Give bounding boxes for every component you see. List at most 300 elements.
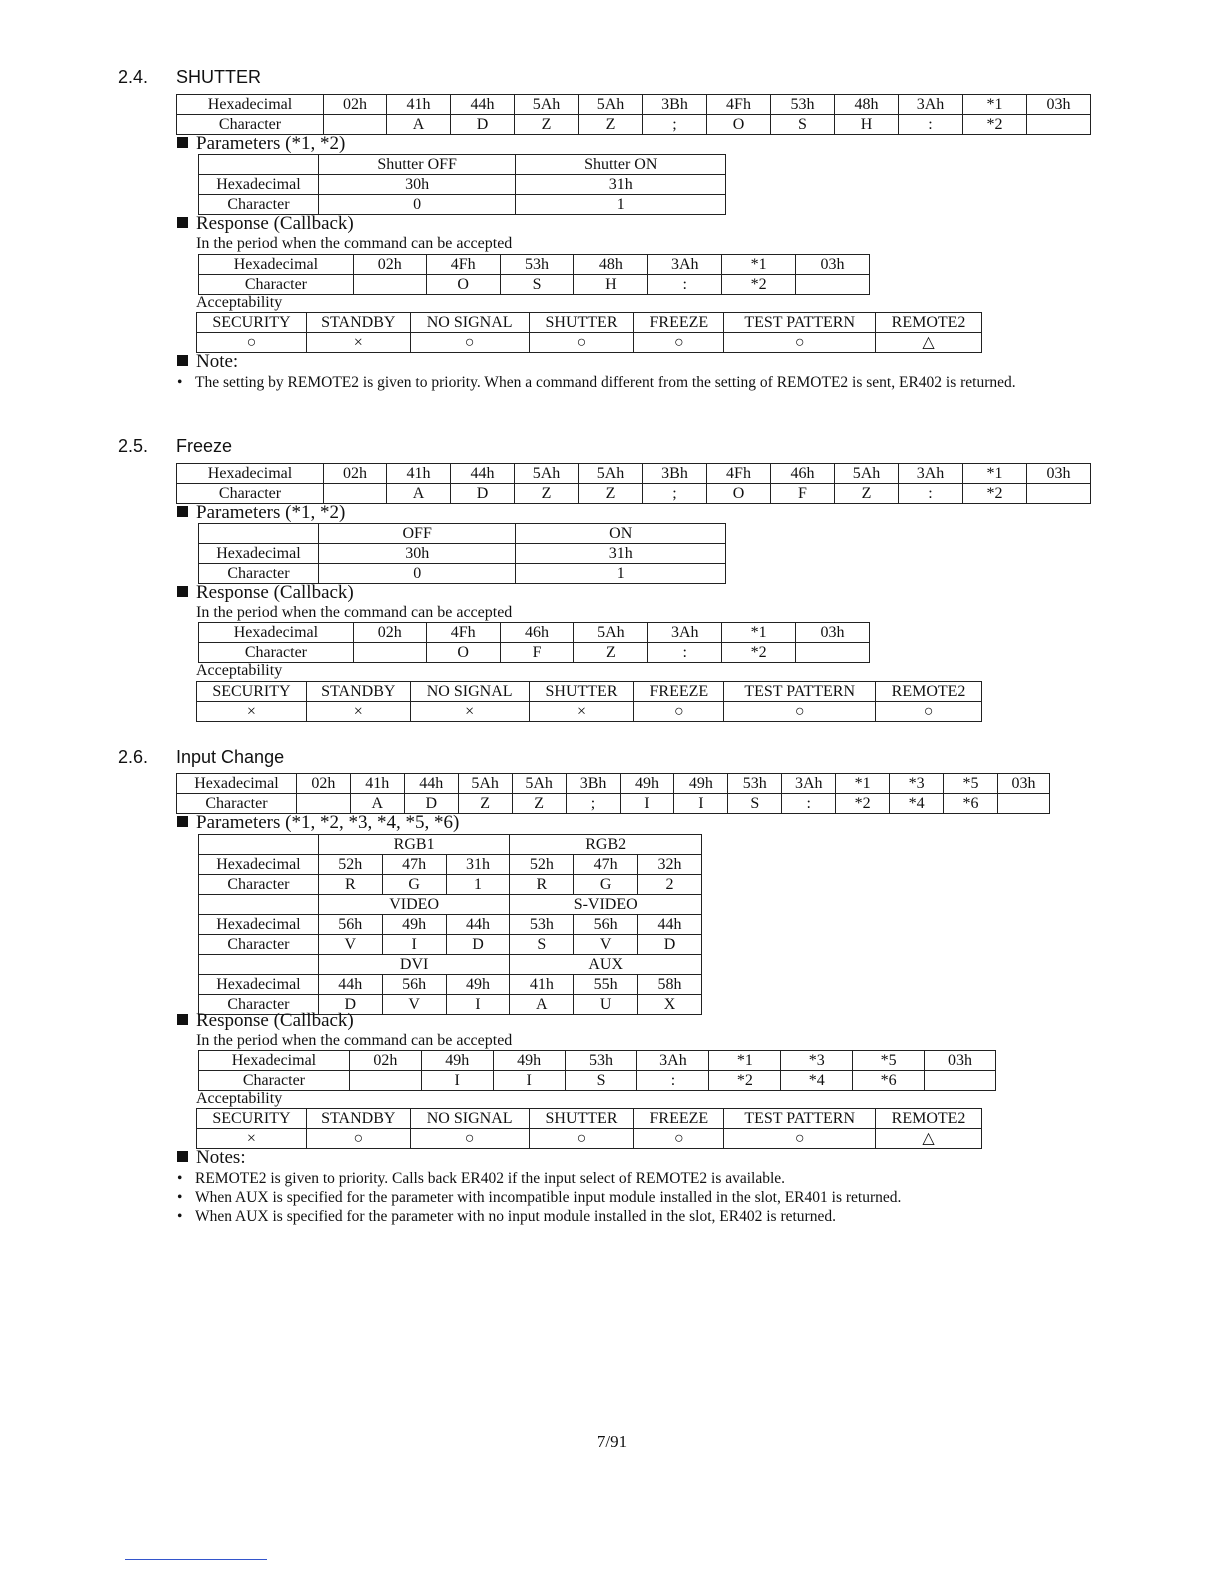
input-change-response-table	[198, 1050, 996, 1091]
cell-blank	[199, 155, 319, 175]
shutter-parameters-table	[198, 154, 726, 215]
cell: :	[637, 1071, 709, 1091]
freeze-parameters-table	[198, 523, 726, 584]
acc-value: ○	[876, 702, 982, 722]
cell: *4	[781, 1071, 853, 1091]
cell: 5Ah	[515, 95, 579, 115]
cell: *1	[836, 774, 890, 794]
cell: 3Ah	[637, 1051, 709, 1071]
acc-head: STANDBY	[306, 1109, 410, 1129]
cell: D	[404, 794, 458, 814]
cell: F	[500, 643, 574, 663]
section-heading-shutter	[118, 67, 261, 88]
cell-hex-label: Hexadecimal	[199, 255, 354, 275]
cell-hex-label: Hexadecimal	[199, 915, 319, 935]
cell: 5Ah	[579, 464, 643, 484]
acc-head: REMOTE2	[876, 682, 982, 702]
acc-value: ○	[724, 702, 876, 722]
cell: 44h	[638, 915, 702, 935]
square-bullet-icon	[177, 137, 188, 148]
cell: ;	[566, 794, 620, 814]
cell-char-label: Character	[177, 115, 324, 135]
cell-char-label: Character	[199, 195, 319, 215]
parameters-heading	[177, 134, 345, 154]
cell: 53h	[500, 255, 574, 275]
response-heading	[177, 583, 354, 603]
cell: G	[382, 875, 446, 895]
cell: *1	[722, 255, 796, 275]
acc-value: ○	[410, 1129, 529, 1149]
cell: 30h	[318, 544, 516, 564]
cell: V	[318, 935, 382, 955]
acc-value: ○	[306, 1129, 410, 1149]
cell: 03h	[796, 623, 870, 643]
cell: 44h	[404, 774, 458, 794]
cell: 31h	[516, 544, 726, 564]
cell: S	[771, 115, 835, 135]
acc-head: SHUTTER	[529, 1109, 634, 1129]
dot-bullet-icon: •	[177, 1170, 183, 1187]
cell-blank	[199, 955, 319, 975]
cell-hex-label: Hexadecimal	[199, 175, 319, 195]
cell: 2	[638, 875, 702, 895]
freeze-command-table	[176, 463, 1091, 504]
cell: 52h	[318, 855, 382, 875]
acc-value: ×	[410, 702, 529, 722]
response-title: Response (Callback)	[196, 1010, 354, 1031]
cell: Z	[512, 794, 566, 814]
cell: *6	[853, 1071, 925, 1091]
cell: 03h	[1027, 464, 1091, 484]
cell: 4Fh	[707, 464, 771, 484]
acc-value: △	[876, 333, 982, 353]
cell: *1	[963, 95, 1027, 115]
cell: 44h	[446, 915, 510, 935]
cell: 3Ah	[648, 255, 722, 275]
acc-value: ○	[529, 333, 634, 353]
cell: Z	[579, 484, 643, 504]
cell	[925, 1071, 996, 1091]
cell: 02h	[296, 774, 350, 794]
cell: *1	[963, 464, 1027, 484]
response-period-label: In the period when the command can be accepted	[196, 235, 513, 252]
note-heading	[177, 352, 238, 372]
acc-value: ×	[306, 702, 410, 722]
acc-head: SECURITY	[197, 1109, 307, 1129]
cell: 44h	[451, 95, 515, 115]
response-heading	[177, 214, 354, 234]
cell: 49h	[382, 915, 446, 935]
cell: *1	[709, 1051, 781, 1071]
cell: *4	[890, 794, 944, 814]
cell: *2	[722, 275, 796, 295]
square-bullet-icon	[177, 1014, 188, 1025]
cell: 03h	[796, 255, 870, 275]
param-col-on: Shutter ON	[516, 155, 726, 175]
cell: 4Fh	[707, 95, 771, 115]
response-period-label: In the period when the command can be accepted	[196, 1032, 513, 1049]
cell: S	[500, 275, 574, 295]
note-item	[177, 1188, 901, 1207]
parameters-heading	[177, 503, 345, 523]
param-group-rgb2: RGB2	[510, 835, 702, 855]
cell: O	[426, 643, 500, 663]
cell-blank	[199, 835, 319, 855]
cell: R	[510, 875, 574, 895]
page-number: 7/91	[596, 1432, 628, 1451]
cell: A	[510, 995, 574, 1015]
cell: I	[620, 794, 674, 814]
cell: 53h	[565, 1051, 637, 1071]
cell-char-label: Character	[199, 935, 319, 955]
cell: A	[350, 794, 404, 814]
cell: *5	[944, 774, 998, 794]
cell: 49h	[620, 774, 674, 794]
cell-hex-label: Hexadecimal	[177, 464, 324, 484]
cell: H	[835, 115, 899, 135]
section-title: Input Change	[176, 747, 285, 767]
cell: 1	[516, 564, 726, 584]
cell: 02h	[324, 95, 387, 115]
square-bullet-icon	[177, 1151, 188, 1162]
cell-hex-label: Hexadecimal	[199, 544, 319, 564]
square-bullet-icon	[177, 816, 188, 827]
cell-hex-label: Hexadecimal	[177, 95, 324, 115]
param-col-off: OFF	[318, 524, 516, 544]
cell: *2	[963, 115, 1027, 135]
cell: :	[899, 115, 963, 135]
cell: F	[771, 484, 835, 504]
param-group-video: VIDEO	[318, 895, 510, 915]
acc-value: ○	[634, 702, 724, 722]
section-heading-freeze	[118, 436, 232, 457]
acc-value: ×	[197, 1129, 307, 1149]
cell: S	[728, 794, 782, 814]
cell: 56h	[318, 915, 382, 935]
shutter-response-table	[198, 254, 870, 295]
cell: *6	[944, 794, 998, 814]
cell: 5Ah	[512, 774, 566, 794]
cell: 03h	[997, 774, 1049, 794]
cell	[1027, 115, 1091, 135]
acc-head: SHUTTER	[529, 682, 634, 702]
cell: 48h	[835, 95, 899, 115]
dot-bullet-icon: •	[177, 1189, 183, 1206]
cell-hex-label: Hexadecimal	[199, 1051, 350, 1071]
note-text: REMOTE2 is given to priority. Calls back ER402 if the input select of REMOTE2 is available.	[195, 1170, 786, 1187]
cell-char-label: Character	[177, 794, 297, 814]
section-number: 2.5.	[118, 436, 149, 456]
note-text: When AUX is specified for the parameter with no input module installed in the slot, ER402 is returned.	[195, 1208, 836, 1225]
acc-value: ○	[529, 1129, 634, 1149]
acc-head: REMOTE2	[876, 1109, 982, 1129]
cell: 55h	[574, 975, 638, 995]
cell: Z	[835, 484, 899, 504]
cell-char-label: Character	[199, 643, 354, 663]
cell: 3Ah	[899, 95, 963, 115]
cell: D	[638, 935, 702, 955]
note-title: Note:	[196, 351, 239, 372]
acc-head: TEST PATTERN	[724, 1109, 876, 1129]
parameters-title: Parameters (*1, *2, *3, *4, *5, *6)	[196, 812, 460, 833]
cell: 58h	[638, 975, 702, 995]
acc-head: FREEZE	[634, 313, 724, 333]
acc-value: ×	[529, 702, 634, 722]
square-bullet-icon	[177, 506, 188, 517]
cell: V	[574, 935, 638, 955]
cell: 03h	[925, 1051, 996, 1071]
parameters-title: Parameters (*1, *2)	[196, 502, 346, 523]
notes-title: Notes:	[196, 1147, 246, 1168]
cell: 02h	[353, 623, 426, 643]
cell: :	[648, 275, 722, 295]
cell: 02h	[324, 464, 387, 484]
acc-head: SECURITY	[197, 682, 307, 702]
cell-char-label: Character	[199, 875, 319, 895]
cell: S	[565, 1071, 637, 1091]
acc-head: NO SIGNAL	[410, 313, 529, 333]
note-item	[177, 1207, 836, 1226]
response-period-label: In the period when the command can be accepted	[196, 604, 513, 621]
cell: 41h	[387, 95, 451, 115]
dot-bullet-icon: •	[177, 1208, 183, 1225]
section-number: 2.4.	[118, 67, 149, 87]
cell-char-label: Character	[177, 484, 324, 504]
cell: A	[387, 484, 451, 504]
shutter-acceptability-table	[196, 312, 982, 353]
cell: *2	[836, 794, 890, 814]
cell: 5Ah	[579, 95, 643, 115]
cell: I	[446, 995, 510, 1015]
cell: 49h	[446, 975, 510, 995]
acc-head: NO SIGNAL	[410, 682, 529, 702]
cell: I	[674, 794, 728, 814]
acc-head: FREEZE	[634, 682, 724, 702]
notes-heading	[177, 1148, 246, 1168]
cell: 49h	[674, 774, 728, 794]
cell: 1	[516, 195, 726, 215]
cell-char-label: Character	[199, 564, 319, 584]
cell: O	[707, 115, 771, 135]
cell: D	[318, 995, 382, 1015]
input-change-command-table	[176, 773, 1050, 814]
cell: 31h	[446, 855, 510, 875]
cell: 56h	[574, 915, 638, 935]
input-change-acceptability-table	[196, 1108, 982, 1149]
cell: 56h	[382, 975, 446, 995]
cell	[324, 115, 387, 135]
cell: 5Ah	[458, 774, 512, 794]
acc-head: STANDBY	[306, 682, 410, 702]
note-item	[177, 1169, 785, 1188]
section-number: 2.6.	[118, 747, 149, 767]
response-title: Response (Callback)	[196, 213, 354, 234]
section-title: Freeze	[176, 436, 233, 456]
cell: Z	[515, 115, 579, 135]
freeze-response-table	[198, 622, 870, 663]
cell-hex-label: Hexadecimal	[199, 623, 354, 643]
cell: 3Bh	[643, 464, 707, 484]
cell	[349, 1071, 421, 1091]
cell-hex-label: Hexadecimal	[199, 975, 319, 995]
cell: 3Ah	[899, 464, 963, 484]
cell: 52h	[510, 855, 574, 875]
acceptability-label: Acceptability	[196, 294, 283, 311]
cell: Z	[574, 643, 648, 663]
cell: :	[899, 484, 963, 504]
cell: *3	[890, 774, 944, 794]
acc-head: NO SIGNAL	[410, 1109, 529, 1129]
cell: 49h	[493, 1051, 565, 1071]
cell: ;	[643, 484, 707, 504]
cell: H	[574, 275, 648, 295]
param-group-rgb1: RGB1	[318, 835, 510, 855]
cell-blank	[199, 895, 319, 915]
acc-head: STANDBY	[306, 313, 410, 333]
note-text: When AUX is specified for the parameter with incompatible input module installed in the slot, ER401 is returned.	[195, 1189, 902, 1206]
cell: U	[574, 995, 638, 1015]
acc-value: ×	[306, 333, 410, 353]
acceptability-label: Acceptability	[196, 1090, 283, 1107]
cell: 44h	[451, 464, 515, 484]
cell: *2	[709, 1071, 781, 1091]
acc-head: SECURITY	[197, 313, 307, 333]
cell: 02h	[349, 1051, 421, 1071]
note-item	[177, 373, 1087, 392]
section-heading-input-change	[118, 747, 284, 768]
cell: 41h	[510, 975, 574, 995]
freeze-acceptability-table	[196, 681, 982, 722]
cell	[353, 275, 426, 295]
acc-head: SHUTTER	[529, 313, 634, 333]
cell: 53h	[728, 774, 782, 794]
cell: 03h	[1027, 95, 1091, 115]
cell: 5Ah	[835, 464, 899, 484]
cell: 3Bh	[643, 95, 707, 115]
acc-value: ○	[724, 1129, 876, 1149]
cell: R	[318, 875, 382, 895]
square-bullet-icon	[177, 355, 188, 366]
cell: 4Fh	[426, 255, 500, 275]
cell: Z	[579, 115, 643, 135]
cell: 0	[318, 195, 516, 215]
cell: *5	[853, 1051, 925, 1071]
cell: 02h	[353, 255, 426, 275]
cell-char-label: Character	[199, 1071, 350, 1091]
acc-value: ○	[634, 333, 724, 353]
cell-blank	[199, 524, 319, 544]
cell: O	[707, 484, 771, 504]
param-col-off: Shutter OFF	[318, 155, 516, 175]
cell	[324, 484, 387, 504]
cell: 31h	[516, 175, 726, 195]
parameters-heading	[177, 813, 459, 833]
cell: 0	[318, 564, 516, 584]
cell: 47h	[382, 855, 446, 875]
cell: I	[421, 1071, 493, 1091]
response-heading	[177, 1011, 354, 1031]
cell: 32h	[638, 855, 702, 875]
cell: V	[382, 995, 446, 1015]
cell-char-label: Character	[199, 995, 319, 1015]
cell	[796, 275, 870, 295]
square-bullet-icon	[177, 217, 188, 228]
acc-head: FREEZE	[634, 1109, 724, 1129]
param-group-dvi: DVI	[318, 955, 510, 975]
acceptability-label: Acceptability	[196, 662, 283, 679]
cell: *2	[963, 484, 1027, 504]
cell: *1	[722, 623, 796, 643]
cell: 3Ah	[782, 774, 836, 794]
cell: 47h	[574, 855, 638, 875]
cell	[1027, 484, 1091, 504]
cell: 41h	[387, 464, 451, 484]
acc-head: TEST PATTERN	[724, 313, 876, 333]
cell: 30h	[318, 175, 516, 195]
cell	[997, 794, 1049, 814]
cell: :	[648, 643, 722, 663]
cell: *3	[781, 1051, 853, 1071]
dot-bullet-icon: •	[177, 374, 183, 391]
cell-hex-label: Hexadecimal	[177, 774, 297, 794]
cell: 3Ah	[648, 623, 722, 643]
cell: Z	[515, 484, 579, 504]
acc-value: ○	[410, 333, 529, 353]
response-title: Response (Callback)	[196, 582, 354, 603]
cell: G	[574, 875, 638, 895]
cell: :	[782, 794, 836, 814]
param-col-on: ON	[516, 524, 726, 544]
cell	[796, 643, 870, 663]
cell: 41h	[350, 774, 404, 794]
cell: S	[510, 935, 574, 955]
cell: I	[493, 1071, 565, 1091]
acc-value: ○	[634, 1129, 724, 1149]
cell: 46h	[771, 464, 835, 484]
cell: D	[446, 935, 510, 955]
cell: *2	[722, 643, 796, 663]
cell: 53h	[510, 915, 574, 935]
cell: D	[451, 484, 515, 504]
acc-head: TEST PATTERN	[724, 682, 876, 702]
cell: 46h	[500, 623, 574, 643]
cell: ;	[643, 115, 707, 135]
cell: 4Fh	[426, 623, 500, 643]
footer-rule	[125, 1559, 267, 1560]
input-change-parameters-table	[198, 834, 702, 1015]
note-text: The setting by REMOTE2 is given to priority. When a command different from the setting of REMOTE2 is sent, ER402 is returned.	[195, 374, 1016, 391]
cell: 53h	[771, 95, 835, 115]
acc-head: REMOTE2	[876, 313, 982, 333]
cell-hex-label: Hexadecimal	[199, 855, 319, 875]
cell: 3Bh	[566, 774, 620, 794]
cell: 49h	[421, 1051, 493, 1071]
cell	[353, 643, 426, 663]
cell-char-label: Character	[199, 275, 354, 295]
cell: I	[382, 935, 446, 955]
cell: 1	[446, 875, 510, 895]
cell: D	[451, 115, 515, 135]
square-bullet-icon	[177, 586, 188, 597]
cell: 5Ah	[574, 623, 648, 643]
cell: 44h	[318, 975, 382, 995]
acc-value: △	[876, 1129, 982, 1149]
cell: X	[638, 995, 702, 1015]
cell: 5Ah	[515, 464, 579, 484]
acc-value: ×	[197, 702, 307, 722]
acc-value: ○	[197, 333, 307, 353]
cell	[296, 794, 350, 814]
